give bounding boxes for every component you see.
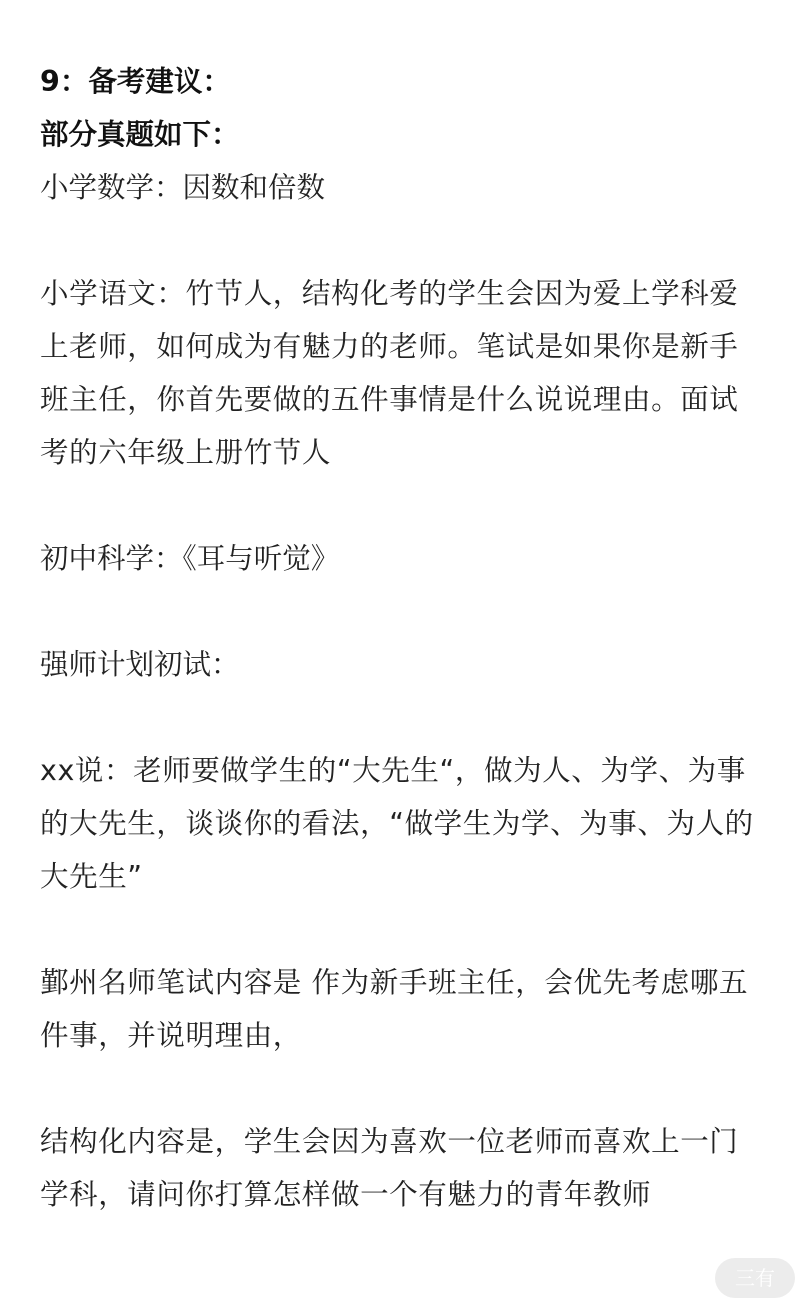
structured-item: 结构化内容是，学生会因为喜欢一位老师而喜欢上一门学科，请问你打算怎样做一个有魅力的青年教师 (40, 1125, 739, 1211)
article-body (40, 55, 765, 1221)
xx-say-item: xx说：老师要做学生的“大先生“，做为人、为学、为事的大先生，谈谈你的看法，“做学生为学、为事、为人的大先生” (40, 754, 754, 893)
math-item: 小学数学：因数和倍数 (40, 171, 326, 204)
strong-teacher-item: 强师计划初试： (40, 648, 240, 681)
yinzhou-item: 鄞州名师笔试内容是 作为新手班主任，会优先考虑哪五件事，并说明理由， (40, 966, 749, 1052)
watermark-badge: 三有 (715, 1258, 795, 1298)
chinese-item: 小学语文：竹节人，结构化考的学生会因为爱上学科爱上老师，如何成为有魅力的老师。笔试是如果你是新手班主任，你首先要做的五件事情是什么说说理由。面试考的六年级上册竹节人 (40, 277, 739, 469)
subheading: 部分真题如下： (40, 118, 240, 151)
section-heading: 9：备考建议： (40, 65, 231, 98)
science-item: 初中科学：《耳与听觉》 (40, 542, 340, 575)
